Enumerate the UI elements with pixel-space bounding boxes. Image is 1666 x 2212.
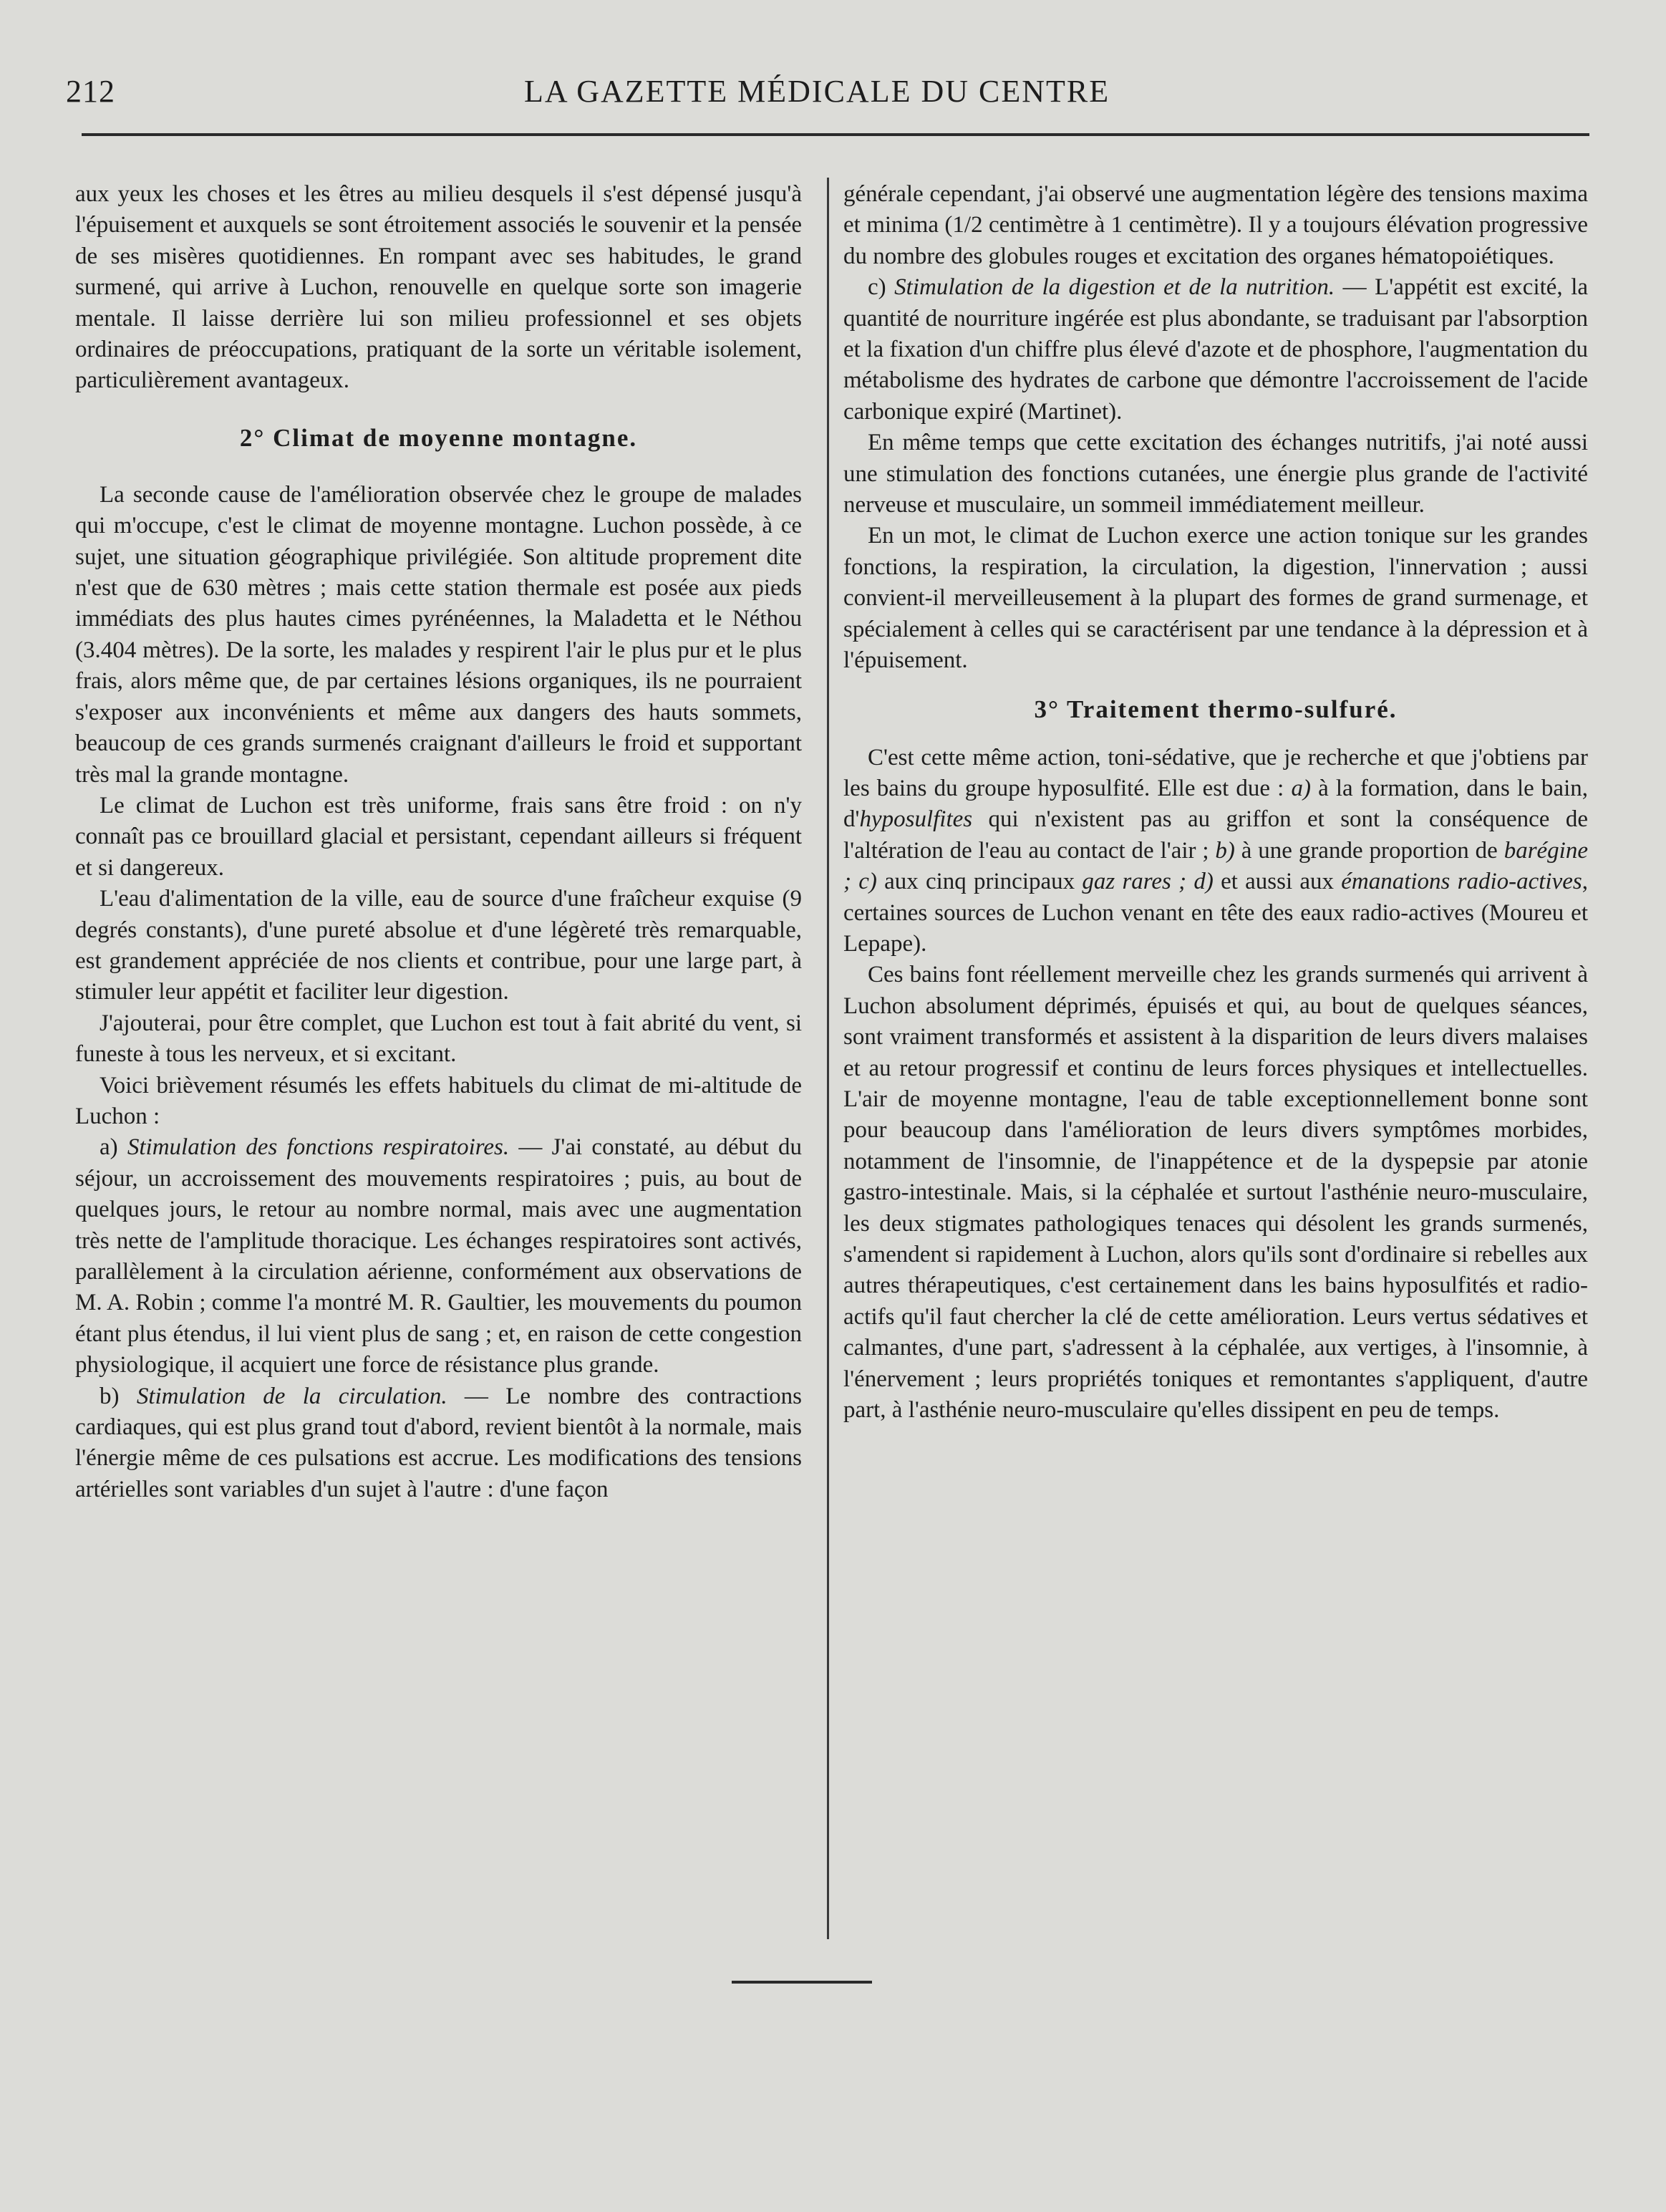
end-rule (732, 1981, 872, 1984)
paragraph: En un mot, le climat de Luchon exerce une action tonique sur les grandes fonctions, la respiration, la circulation, la digestion, l'innervation ; aussi convient-il merveilleusement à la plupart des formes de grand surmenage, et spécialement à celles qui se caractérisent par une tendance à la dépression et à l'épuisement. (843, 523, 1588, 674)
journal-title: LA GAZETTE MÉDICALE DU CENTRE (524, 74, 1110, 109)
paragraph (75, 1381, 802, 1506)
text-run: à une grande proportion de (1234, 837, 1504, 864)
text-run: aux cinq principaux (876, 869, 1083, 895)
text-run-italic: b) (1215, 837, 1235, 864)
paragraph (843, 272, 1588, 428)
section-heading: 3° Traitement thermo-sulfuré. (1034, 695, 1398, 723)
item-title: Stimulation de la digestion et de la nutrition. (894, 274, 1335, 301)
item-title: Stimulation de la circulation. (136, 1383, 447, 1409)
paragraph: aux yeux les choses et les êtres au milieu desquels il s'est dépensé jusqu'à l'épuisement et auxquels se sont étroitement associés le souvenir et la pensée de ses misères quotidiennes. En rompant avec ses habitudes, le grand surmené, qui arrive à Luchon, renouvelle en quelque sorte son imagerie mentale. Il laisse derrière lui son milieu professionnel et ses objets ordinaires de préoccupations, pratiquant de la sorte un véritable isolement, particulièrement avantageux. (75, 181, 802, 394)
paragraph: Le climat de Luchon est très uniforme, frais sans être froid : on n'y connaît pas ce brouillard glacial et persistant, cependant ailleurs si fréquent et si dangereux. (75, 792, 802, 881)
paragraph: générale cependant, j'ai observé une augmentation légère des tensions maxima et minima (1/2 centimètre à 1 centimètre). Il y a toujours élévation progressive du nombre des globules rouges et excitation des organes hématopoiétiques. (843, 181, 1588, 269)
paragraph: J'ajouterai, pour être complet, que Luchon est tout à fait abrité du vent, si funeste à tous les nerveux, et si excitant. (75, 1010, 802, 1068)
item-label: b) (100, 1383, 137, 1409)
left-column (75, 179, 802, 1505)
header-rule (82, 133, 1589, 136)
text-run: à la formation, dans le bain, d' (843, 775, 1588, 833)
paragraph (843, 743, 1588, 960)
text-run: qui n'existent pas au griffon et sont la conséquence de l'altération de l'eau au contact de l'air ; (843, 806, 1588, 864)
text-run-italic: barégine ; c) (843, 837, 1588, 895)
paragraph: L'eau d'alimentation de la ville, eau de source d'une fraîcheur exquise (9 degrés constants), d'une pureté absolue et d'une légèreté très remarquable, est grandement appréciée de nos clients et contribue, pour une large part, à stimuler leur appétit et faciliter leur digestion. (75, 886, 802, 1005)
paragraph: Voici brièvement résumés les effets habituels du climat de mi-altitude de Luchon : (75, 1072, 802, 1129)
paragraph: En même temps que cette excitation des échanges nutritifs, j'ai noté aussi une stimulation des fonctions cutanées, une énergie plus grande de l'activité nerveuse et musculaire, un sommeil immédiatement meilleur. (843, 430, 1588, 518)
page-number: 212 (66, 74, 115, 109)
text-run: , certaines sources de Luchon venant en tête des eaux radio-actives (Moureu et Lepape). (843, 869, 1588, 957)
item-label: a) (100, 1134, 127, 1161)
item-text: — Le nombre des contractions cardiaques, qui est plus grand tout d'abord, revient bientôt à la normale, mais l'énergie même de ces pulsations est accrue. Les modifications des tensions artérielles sont variables d'un sujet à l'autre : d'une façon (75, 1383, 802, 1502)
text-run: C'est cette même action, toni-sédative, que je recherche et que j'obtiens par les bains du groupe hyposulfité. Elle est due : (843, 744, 1588, 801)
column-divider (827, 178, 829, 1939)
page-header (66, 73, 1598, 116)
paragraph: Ces bains font réellement merveille chez les grands surmenés qui arrivent à Luchon absolument déprimés, épuisés et qui, au bout de quelques séances, sont vraiment transformés et assistent à la disparition de leurs divers malaises et au retour progressif et continu de leurs forces physiques et intellectuelles. L'air de moyenne montagne, l'eau de table exceptionnellement bonne sont pour beaucoup dans l'amélioration de leurs divers symptômes morbides, notamment de l'insomnie, de l'inappétence et de la dyspepsie par atonie gastro-intestinale. Mais, si la céphalée et surtout l'asthénie neuro-musculaire, les deux stigmates pathologiques tenaces qui désolent les grands surmenés, s'amendent si rapidement à Luchon, alors qu'ils sont d'ordinaire si rebelles aux autres thérapeutiques, c'est certainement dans les bains hyposulfités et radio-actifs qu'il faut chercher la clé de cette amélioration. Leurs vertus sédatives et calmantes, d'une part, s'adressent à la céphalée, aux vertiges, à l'insomnie, à l'énervement ; leurs propriétés toniques et remontantes s'appliquent, d'autre part, à l'asthénie neuro-musculaire qu'elles dissipent en peu de temps. (843, 962, 1588, 1424)
text-run-italic: a) (1291, 775, 1311, 801)
paragraph: La seconde cause de l'amélioration observée chez le groupe de malades qui m'occupe, c'est le climat de moyenne montagne. Luchon possède, à ce sujet, une situation géographique privilégiée. Son altitude proprement dite n'est que de 630 mètres ; mais cette station thermale est posée aux pieds immédiats des plus hautes cimes pyrénéennes, la Maladetta et le Néthou (3.404 mètres). De la sorte, les malades y respirent l'air le plus pur et le plus frais, alors même que, de par certaines lésions organiques, ils ne pourraient s'exposer aux inconvénients et même aux dangers des hauts sommets, beaucoup de ces grands surmenés craignant d'ailleurs le froid et supportant très mal la grande montagne. (75, 481, 802, 788)
item-text: — J'ai constaté, au début du séjour, un accroissement des mouvements respiratoires ; puis, au bout de quelques jours, le retour au nombre normal, mais avec une augmentation très nette de l'amplitude thoracique. Les échanges respiratoires sont activés, parallèlement à la circulation aérienne, conformément aux observations de M. A. Robin ; comme l'a montré M. R. Gaultier, les mouvements du poumon étant plus étendus, il lui vient plus de sang ; et, en raison de cette congestion physiologique, il acquiert une force de résistance plus grande. (75, 1134, 802, 1378)
item-label: c) (868, 274, 895, 301)
text-run-italic: gaz rares ; d) (1082, 869, 1214, 895)
right-column (843, 179, 1588, 1426)
paragraph (75, 1132, 802, 1381)
item-title: Stimulation des fonctions respiratoires. (127, 1134, 510, 1161)
text-run-italic: émanations radio-actives (1341, 869, 1582, 895)
section-heading: 2° Climat de moyenne montagne. (239, 423, 638, 452)
item-text: — L'appétit est excité, la quantité de nourriture ingérée est plus abondante, se traduisant par l'absorption et la fixation d'un chiffre plus élevé d'azote et de phosphore, l'augmentation du métabolisme des hydrates de carbone que démontre l'accroissement de l'acide carbonique expiré (Martinet). (843, 274, 1589, 425)
text-run: et aussi aux (1213, 869, 1342, 895)
text-run-italic: hyposulfites (859, 806, 973, 833)
